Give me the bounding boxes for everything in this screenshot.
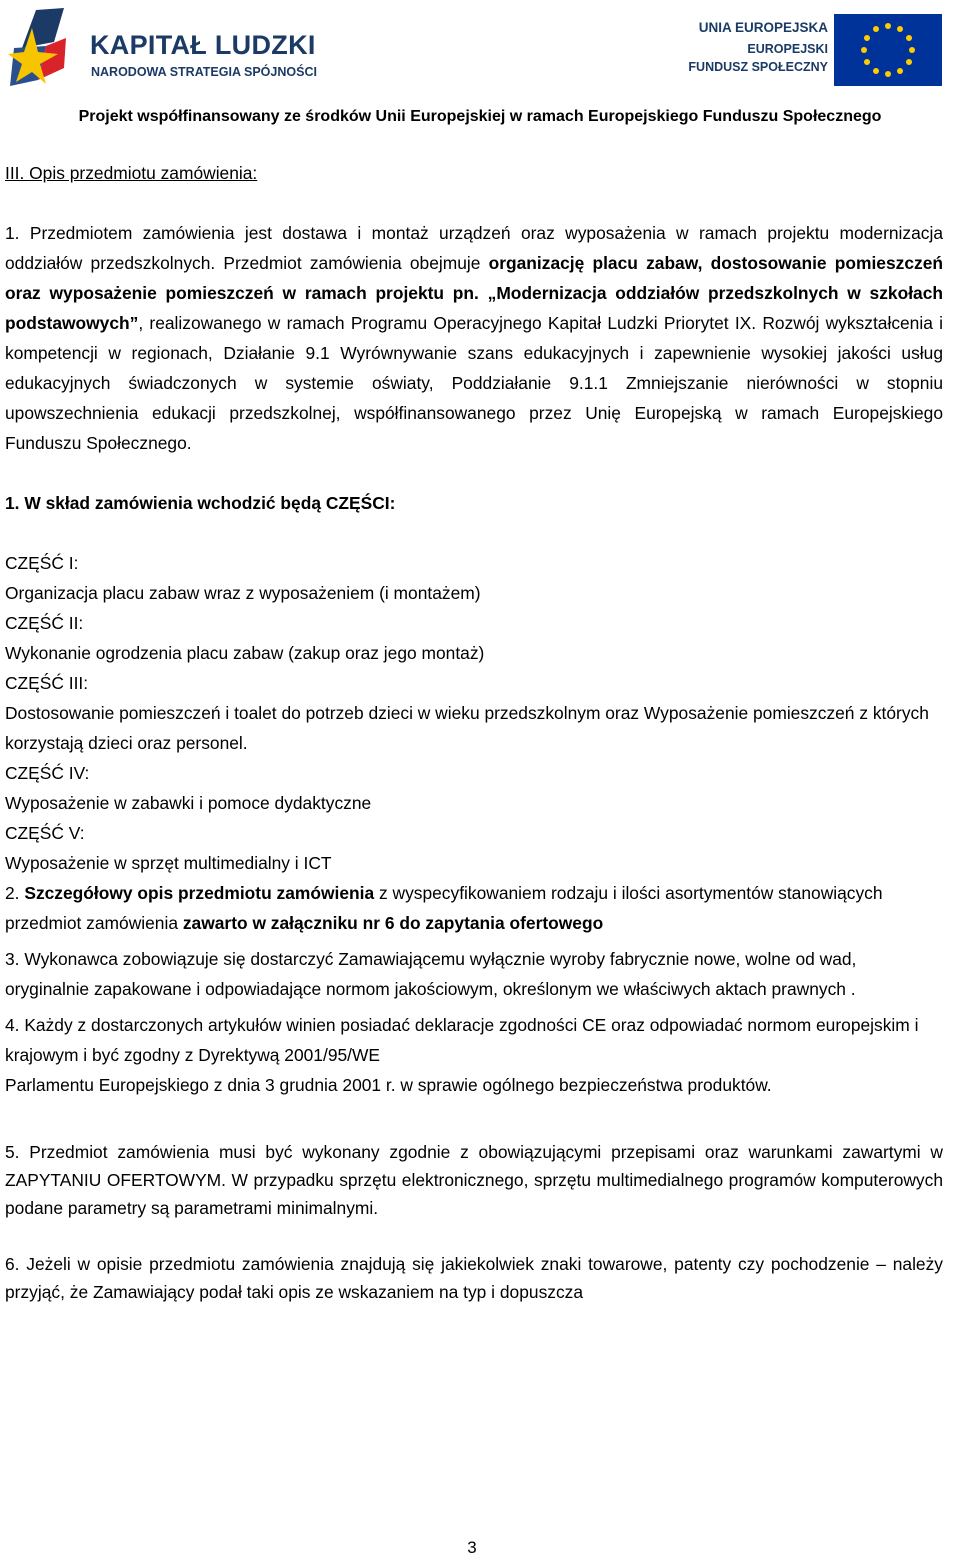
document-body xyxy=(5,158,943,1306)
parts-list xyxy=(5,548,943,878)
parts-heading: 1. W skład zamówienia wchodzić będą CZĘŚCI: xyxy=(5,493,396,513)
paragraph-2-bold-a: Szczegółowy opis przedmiotu zamówienia xyxy=(24,883,375,903)
paragraph-2 xyxy=(5,878,943,938)
kapital-ludzki-title: KAPITAŁ LUDZKI xyxy=(90,30,316,60)
kapital-ludzki-emblem-icon xyxy=(6,8,86,88)
part-description: Wyposażenie w sprzęt multimedialny i ICT xyxy=(5,853,332,873)
part-label: CZĘŚĆ V: xyxy=(5,823,85,843)
paragraph-1-bold: organizację placu zabaw, dostosowanie pomieszczeń oraz wyposażenie pomieszczeń w ramach projektu pn. „Modernizacja oddziałów przedszkolnych w szkołach podstawowych” xyxy=(5,253,943,333)
part-label: CZĘŚĆ II: xyxy=(5,613,84,633)
part-description: Wykonanie ogrodzenia placu zabaw (zakup oraz jego montaż) xyxy=(5,643,485,663)
paragraph-4-line-1: 4. Każdy z dostarczonych artykułów winien posiadać deklaracje zgodności CE oraz odpowiadać normom europejskim i krajowym i być zgodny z Dyrektywą 2001/95/WE xyxy=(5,1015,919,1065)
eu-flag-icon xyxy=(834,14,942,86)
part-description: Dostosowanie pomieszczeń i toalet do potrzeb dzieci w wieku przedszkolnym oraz Wyposażenie pomieszczeń z których korzystają dzieci oraz personel. xyxy=(5,703,929,753)
eu-logo-line1: UNIA EUROPEJSKA xyxy=(698,20,828,35)
paragraph-1-text-a: 1. Przedmiotem zamówienia jest dostawa i montaż urządzeń oraz wyposażenia w ramach projektu modernizacja oddziałów przedszkolnych. Przedmiot zamówienia obejmuje xyxy=(5,223,943,273)
page-header xyxy=(0,0,960,125)
paragraph-2-text: z wyspecyfikowaniem rodzaju i ilości asortymentów stanowiących przedmiot zamówienia xyxy=(5,883,883,933)
part-label: CZĘŚĆ IV: xyxy=(5,763,90,783)
kapital-ludzki-logo xyxy=(6,8,317,88)
part-label: CZĘŚĆ III: xyxy=(5,673,89,693)
kapital-ludzki-subtitle: NARODOWA STRATEGIA SPÓJNOŚCI xyxy=(91,65,317,79)
paragraph-6: 6. Jeżeli w opisie przedmiotu zamówienia znajdują się jakiekolwiek znaki towarowe, patenty czy pochodzenie – należy przyjąć, że Zamawiający podał taki opis ze wskazaniem na typ i dopuszcza xyxy=(5,1254,943,1302)
part-label: CZĘŚĆ I: xyxy=(5,553,79,573)
part-description: Organizacja placu zabaw wraz z wyposażeniem (i montażem) xyxy=(5,583,481,603)
paragraph-2-bold-b: zawarto w załączniku nr 6 do zapytania ofertowego xyxy=(182,913,604,933)
paragraph-4-line-2: Parlamentu Europejskiego z dnia 3 grudnia 2001 r. w sprawie ogólnego bezpieczeństwa produktów. xyxy=(5,1075,772,1095)
paragraph-3: 3. Wykonawca zobowiązuje się dostarczyć Zamawiającemu wyłącznie wyroby fabrycznie nowe, wolne od wad, oryginalnie zapakowane i odpowiadające normom jakościowym, określonym we właściwych aktach prawnych . xyxy=(5,949,857,999)
page-number: 3 xyxy=(467,1538,477,1557)
part-description: Wyposażenie w zabawki i pomoce dydaktyczne xyxy=(5,793,372,813)
paragraph-1 xyxy=(5,218,943,458)
section-heading: III. Opis przedmiotu zamówienia: xyxy=(5,163,258,183)
cofinancing-banner: Projekt współfinansowany ze środków Unii Europejskiej w ramach Europejskiego Funduszu Społecznego xyxy=(78,108,882,125)
paragraph-2-number: 2. xyxy=(5,883,25,903)
paragraph-1-text-b: , realizowanego w ramach Programu Operacyjnego Kapitał Ludzki Priorytet IX. Rozwój wykształcenia i kompetencji w regionach, Działanie 9.1 Wyrównywanie szans edukacyjnych i zapewnienie wysokiej jakości usług edukacyjnych świadczonych w systemie oświaty, Poddziałanie 9.1.1 Zmniejszanie nierówności w stopniu upowszechnienia edukacji przedszkolnej, współfinansowanego przez Unię Europejską w ramach Europejskiego Funduszu Społecznego. xyxy=(5,313,943,453)
paragraph-5: 5. Przedmiot zamówienia musi być wykonany zgodnie z obowiązującymi przepisami oraz warunkami zawartymi w ZAPYTANIU OFERTOWYM. W przypadku sprzętu elektronicznego, sprzętu multimedialnego programów komputerowych podane parametry są parametrami minimalnymi. xyxy=(5,1142,943,1218)
eu-logo-line2: EUROPEJSKI xyxy=(747,42,828,56)
eu-logo-line3: FUNDUSZ SPOŁECZNY xyxy=(688,60,828,74)
